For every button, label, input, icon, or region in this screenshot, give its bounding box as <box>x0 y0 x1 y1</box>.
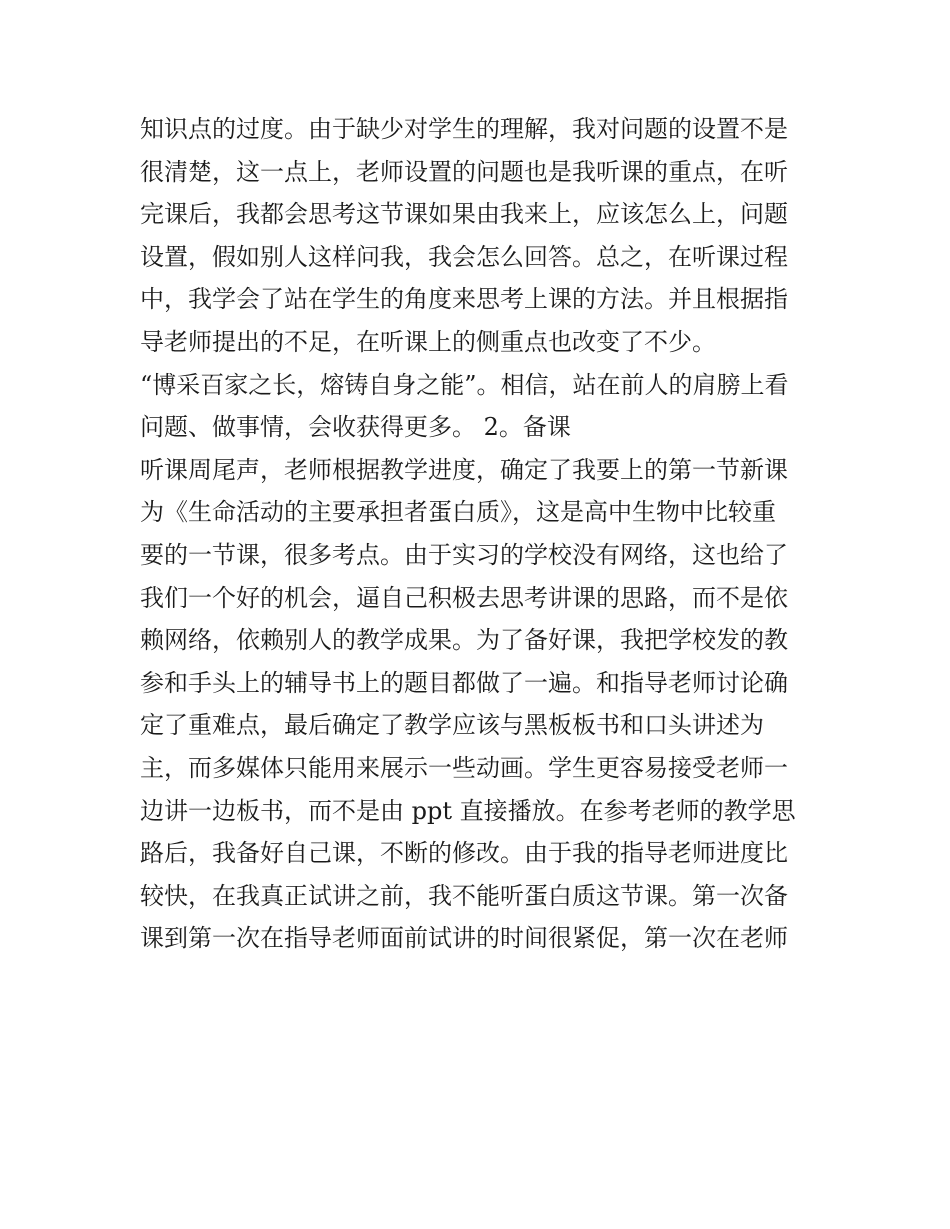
text-line: 路后，我备好自己课，不断的修改。由于我的指导老师进度比 <box>140 839 788 868</box>
text-line: 定了重难点，最后确定了教学应该与黑板板书和口头讲述为 <box>140 711 764 740</box>
text-line: 为《生命活动的主要承担者蛋白质》，这是高中生物中比较重 <box>140 498 776 527</box>
text-line: 要的一节课，很多考点。由于实习的学校没有网络，这也给了 <box>140 540 788 569</box>
text-line: 听课周尾声，老师根据教学进度，确定了我要上的第一节新课 <box>140 455 788 484</box>
text-line: 我们一个好的机会，逼自己积极去思考讲课的思路，而不是依 <box>140 583 788 612</box>
text-line: 边讲一边板书，而不是由 ppt 直接播放。在参考老师的教学思 <box>140 796 796 825</box>
text-line: 完课后，我都会思考这节课如果由我来上，应该怎么上，问题 <box>140 200 788 229</box>
text-line: 很清楚，这一点上，老师设置的问题也是我听课的重点，在听 <box>140 157 788 186</box>
text-line: “博采百家之长，熔铸自身之能”。相信，站在前人的肩膀上看 <box>140 370 789 399</box>
text-line: 设置，假如别人这样问我，我会怎么回答。总之，在听课过程 <box>140 242 788 271</box>
text-line: 赖网络，依赖别人的教学成果。为了备好课，我把学校发的教 <box>140 626 788 655</box>
text-line: 中，我学会了站在学生的角度来思考上课的方法。并且根据指 <box>140 285 788 314</box>
text-line: 课到第一次在指导老师面前试讲的时间很紧促，第一次在老师 <box>140 924 788 953</box>
text-line: 问题、做事情，会收获得更多。 2。备课 <box>140 413 571 442</box>
text-line: 较快，在我真正试讲之前，我不能听蛋白质这节课。第一次备 <box>140 881 788 910</box>
body-text <box>140 108 820 960</box>
text-line: 导老师提出的不足，在听课上的侧重点也改变了不少。 <box>140 327 716 356</box>
text-line: 知识点的过度。由于缺少对学生的理解，我对问题的设置不是 <box>140 115 788 143</box>
text-line: 参和手头上的辅导书上的题目都做了一遍。和指导老师讨论确 <box>140 668 788 697</box>
text-line: 主，而多媒体只能用来展示一些动画。学生更容易接受老师一 <box>140 753 788 782</box>
